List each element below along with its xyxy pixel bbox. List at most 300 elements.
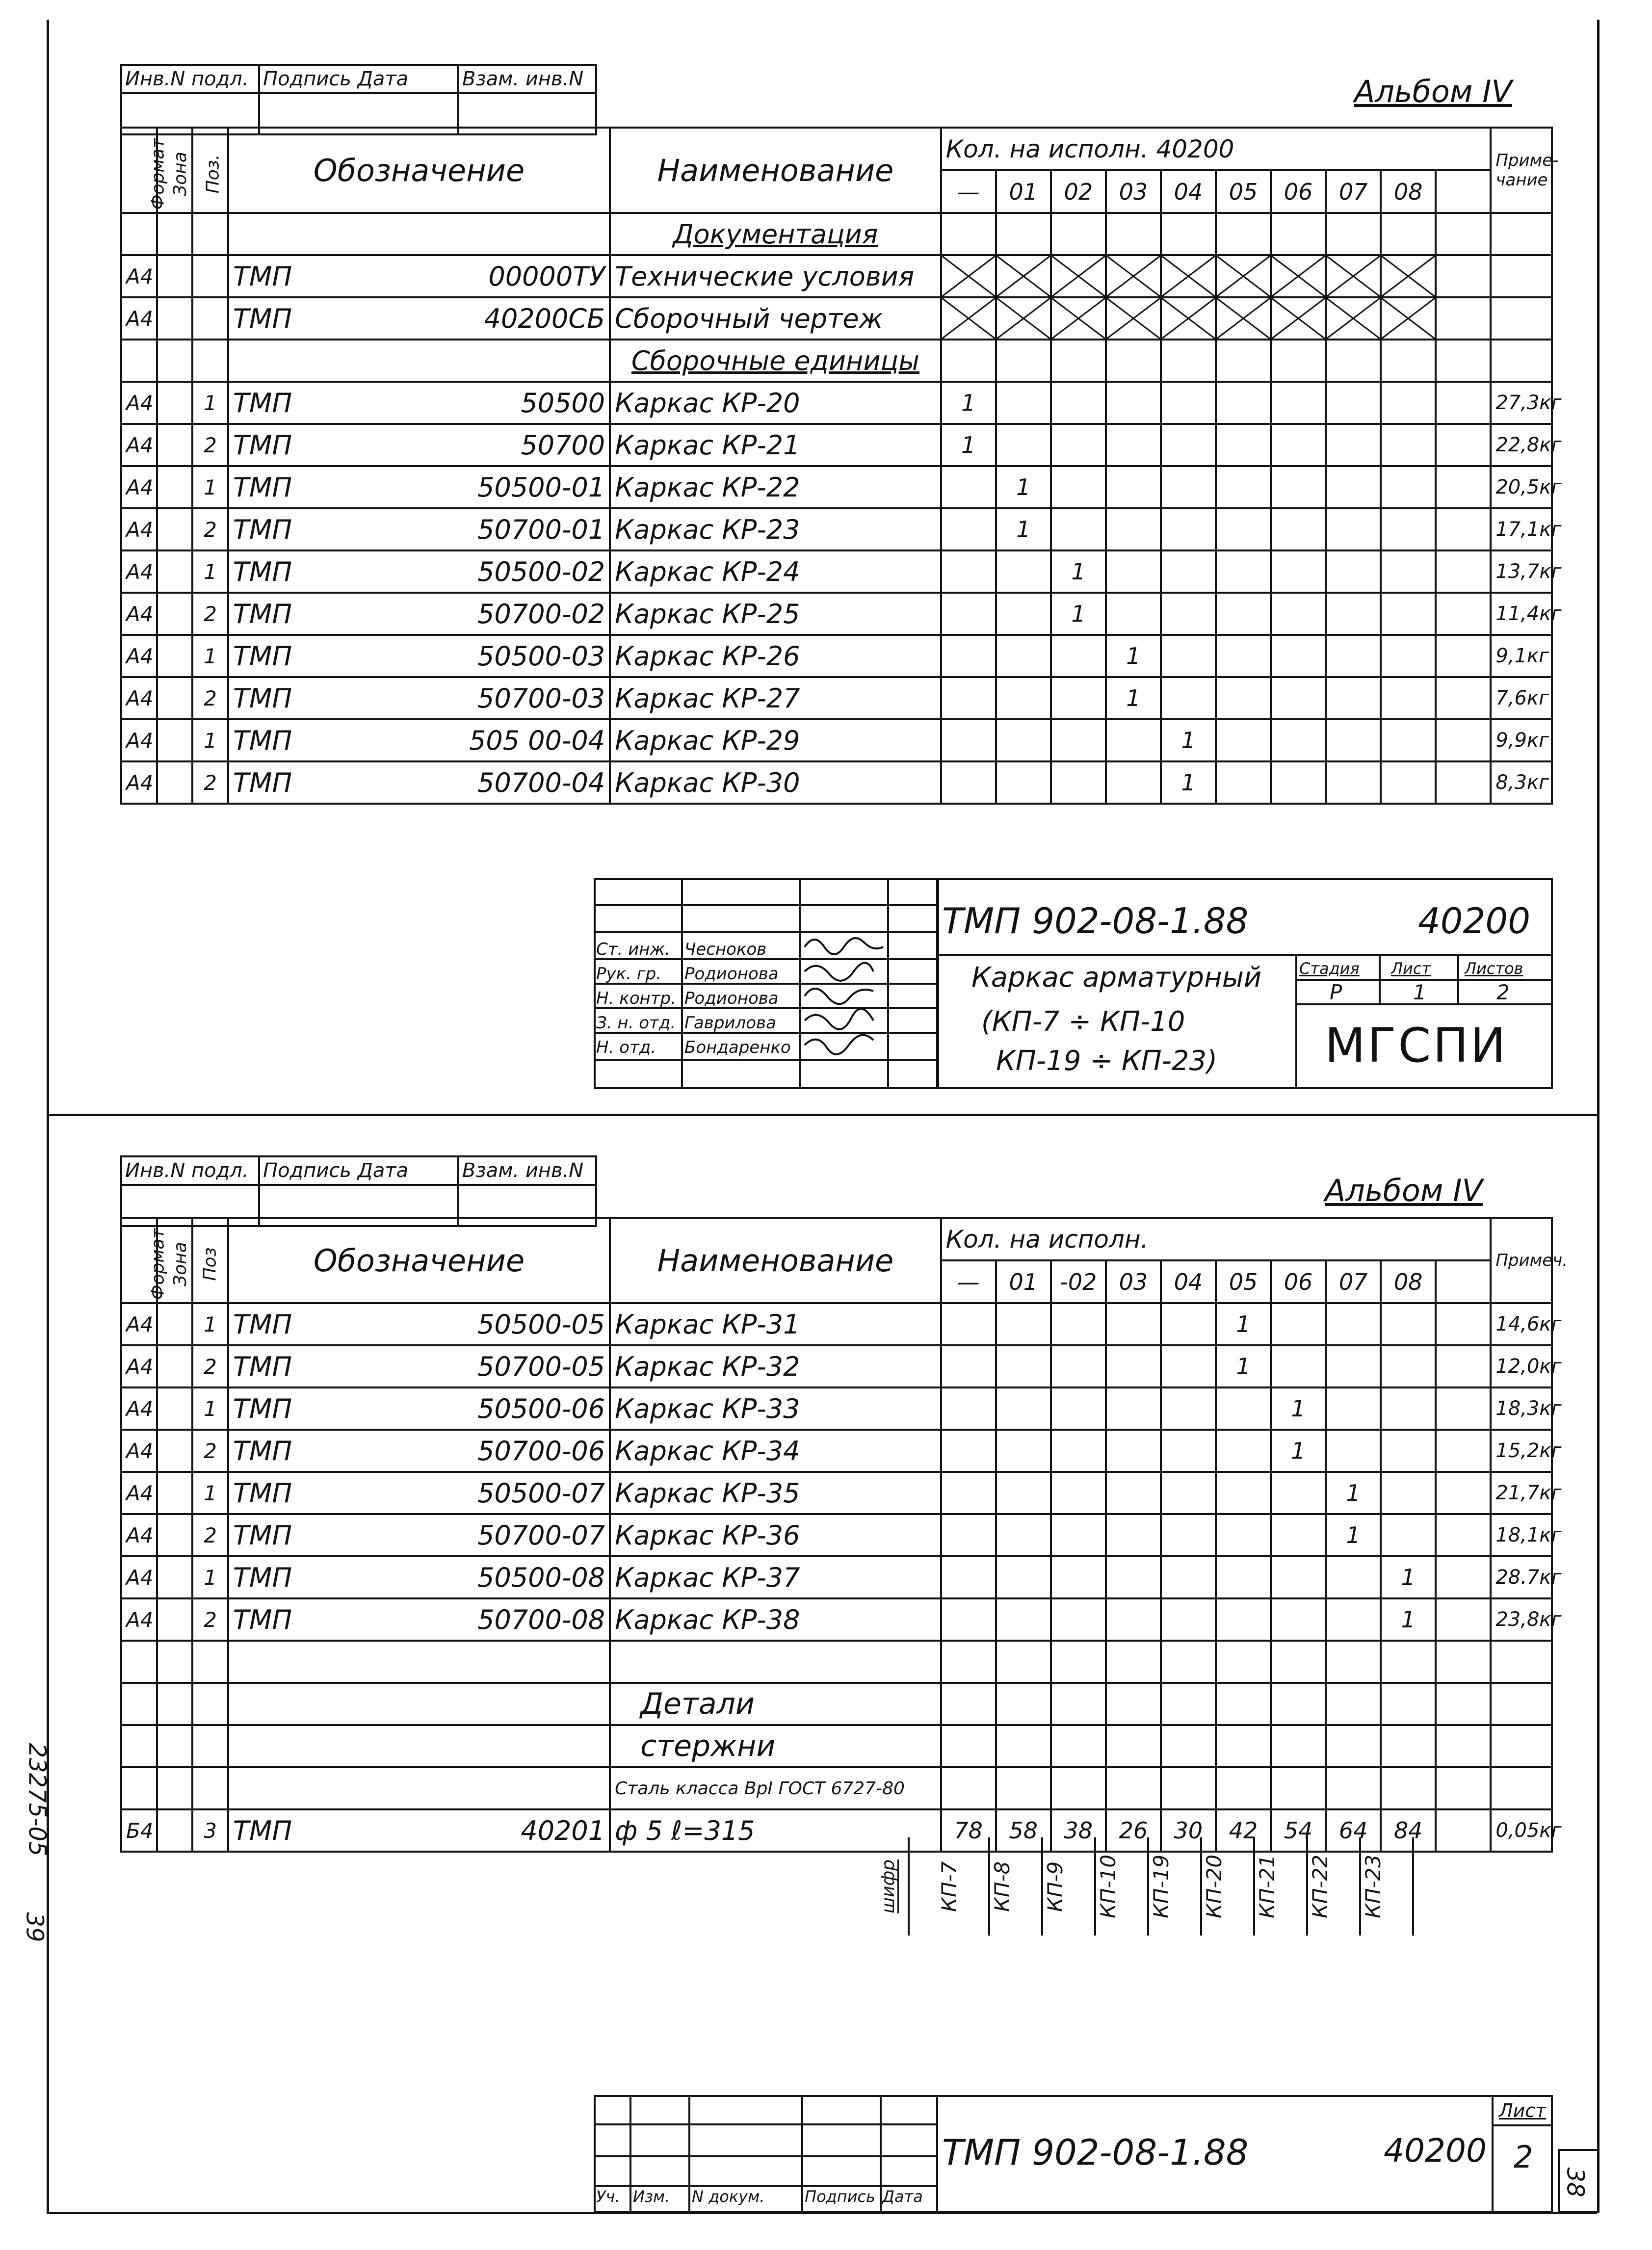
cell-format: А4 xyxy=(121,719,157,761)
header-name: Наименование xyxy=(610,128,941,213)
cell-zone xyxy=(157,382,193,424)
designation-code: ТМП xyxy=(233,682,292,714)
cell-name: Каркас КР-21 xyxy=(610,424,941,466)
qty-cell-1 xyxy=(996,382,1051,424)
cell-pos: 2 xyxy=(192,1345,228,1387)
qty-cell-1 xyxy=(996,1767,1051,1809)
qty-cell-3 xyxy=(1106,1683,1161,1725)
qty-cell-0 xyxy=(941,1345,996,1387)
header-variant-8: 08 xyxy=(1381,170,1436,213)
qty-cell-7 xyxy=(1326,550,1381,593)
bb-sheet: 2 xyxy=(1514,2139,1533,2175)
qty-cell-3: 1 xyxy=(1106,635,1161,677)
qty-cell-6 xyxy=(1271,1345,1326,1387)
qty-cell-6 xyxy=(1271,550,1326,593)
qty-cell-5 xyxy=(1216,382,1271,424)
cell-pos xyxy=(192,1641,228,1683)
cell-name: Каркас КР-20 xyxy=(610,382,941,424)
designation-code: ТМП xyxy=(233,471,292,503)
cell-note: 0,05кг xyxy=(1491,1809,1552,1852)
cell-pos: 3 xyxy=(192,1809,228,1852)
cipher-cell: КП-10 xyxy=(1096,1837,1149,1936)
cell-designation xyxy=(228,1809,610,1852)
qty-cell-0 xyxy=(941,1725,996,1767)
header-variant-9 xyxy=(1436,1260,1491,1303)
qty-cell-3 xyxy=(1106,1387,1161,1430)
table-row xyxy=(121,1641,1552,1683)
designation-code: ТМП xyxy=(233,725,292,756)
qty-cell-5 xyxy=(1216,1767,1271,1809)
designation-number: 50700 xyxy=(521,429,605,461)
qty-cross-7 xyxy=(1326,255,1381,297)
cell-note xyxy=(1491,340,1552,382)
qty-cell-9 xyxy=(1436,635,1491,677)
qty-cell-1 xyxy=(996,719,1051,761)
table-row xyxy=(121,382,1552,424)
bb-sheet-label: Лист xyxy=(1499,2100,1547,2121)
cipher-cell: КП-22 xyxy=(1308,1837,1361,1936)
corner-number: 38 xyxy=(1561,2167,1589,2198)
cell-designation xyxy=(228,550,610,593)
qty-cross-2 xyxy=(1051,297,1106,340)
cell-pos: 1 xyxy=(192,1387,228,1430)
tb-divider-v2 xyxy=(1295,954,1297,1089)
qty-cell-3 xyxy=(1106,1303,1161,1345)
cell-zone xyxy=(157,340,193,382)
table-row xyxy=(121,677,1552,719)
cipher-cell: КП-20 xyxy=(1202,1837,1255,1936)
qty-cell-7 xyxy=(1326,1556,1381,1598)
table-row xyxy=(121,1556,1552,1598)
qty-cell-2 xyxy=(1051,761,1106,804)
table-row xyxy=(121,1303,1552,1345)
table-row xyxy=(121,508,1552,550)
album-label-lower: Альбом IV xyxy=(1325,1173,1483,1208)
header-variant-5: 05 xyxy=(1216,170,1271,213)
qty-cell-4 xyxy=(1161,635,1216,677)
table-row xyxy=(121,297,1552,340)
header-note: Приме-чание xyxy=(1491,128,1552,213)
qty-cell-7 xyxy=(1326,1345,1381,1387)
bb-label-1: Изм. xyxy=(633,2187,670,2206)
qty-cell-9 xyxy=(1436,424,1491,466)
cell-pos: 2 xyxy=(192,593,228,635)
qty-cell-6 xyxy=(1271,424,1326,466)
qty-cell-6 xyxy=(1271,1683,1326,1725)
qty-cross-6 xyxy=(1271,255,1326,297)
cell-pos: 2 xyxy=(192,1514,228,1556)
table-row xyxy=(121,635,1552,677)
frame-right xyxy=(1597,20,1600,2213)
qty-cell-5 xyxy=(1216,340,1271,382)
header-name: Наименование xyxy=(610,1218,941,1303)
bb-doc-code: ТМП 902-08-1.88 xyxy=(942,2132,1249,2173)
qty-cell-4 xyxy=(1161,1725,1216,1767)
qty-cell-9 xyxy=(1436,213,1491,255)
archive-number: 23275-05 xyxy=(23,1743,51,1857)
qty-cell-7 xyxy=(1326,719,1381,761)
qty-cell-9 xyxy=(1436,1345,1491,1387)
qty-cell-4 xyxy=(1161,508,1216,550)
header-pos-text: Поз. xyxy=(203,154,223,193)
qty-cell-3 xyxy=(1106,761,1161,804)
qty-cell-2 xyxy=(1051,1641,1106,1683)
qty-cell-1 xyxy=(996,1514,1051,1556)
qty-cell-8 xyxy=(1381,1514,1436,1556)
header-qty: Кол. на исполн. 40200 xyxy=(941,128,1491,170)
album-label-upper: Альбом IV xyxy=(1354,74,1512,109)
designation-code: ТМП xyxy=(233,1562,292,1593)
qty-cell-3 xyxy=(1106,1345,1161,1387)
qty-cell-2 xyxy=(1051,635,1106,677)
cell-name: Каркас КР-26 xyxy=(610,635,941,677)
qty-cell-2 xyxy=(1051,1683,1106,1725)
qty-cell-0 xyxy=(941,1598,996,1641)
qty-cell-2 xyxy=(1051,1514,1106,1556)
tb-sheets-label: Листов xyxy=(1465,959,1523,978)
cell-zone xyxy=(157,550,193,593)
qty-cell-3 xyxy=(1106,340,1161,382)
cell-pos: 2 xyxy=(192,677,228,719)
qty-cross-7 xyxy=(1326,297,1381,340)
header-variant-7: 07 xyxy=(1326,170,1381,213)
cell-designation xyxy=(228,1345,610,1387)
qty-cell-2 xyxy=(1051,466,1106,508)
qty-cell-7 xyxy=(1326,1725,1381,1767)
cell-zone xyxy=(157,1725,193,1767)
qty-cell-0 xyxy=(941,1683,996,1725)
qty-cell-6: 54 xyxy=(1271,1809,1326,1852)
bb-label-0: Уч. xyxy=(596,2187,620,2206)
tb-divider-v1 xyxy=(937,878,939,1089)
qty-cell-8 xyxy=(1381,1725,1436,1767)
cell-name: Каркас КР-35 xyxy=(610,1472,941,1514)
qty-cell-5: 42 xyxy=(1216,1809,1271,1852)
qty-cell-7: 1 xyxy=(1326,1514,1381,1556)
cell-pos: 1 xyxy=(192,466,228,508)
designation-code: ТМП xyxy=(233,640,292,672)
qty-cell-5 xyxy=(1216,1641,1271,1683)
qty-cell-3 xyxy=(1106,1514,1161,1556)
cell-pos xyxy=(192,340,228,382)
qty-cell-9 xyxy=(1436,1303,1491,1345)
header-pos xyxy=(192,128,228,213)
qty-cell-6 xyxy=(1271,382,1326,424)
qty-cell-4 xyxy=(1161,466,1216,508)
cell-zone xyxy=(157,466,193,508)
qty-cell-4 xyxy=(1161,424,1216,466)
designation-number: 50700-03 xyxy=(477,682,605,714)
cipher-cell: КП-23 xyxy=(1361,1837,1414,1936)
qty-cell-6 xyxy=(1271,1514,1326,1556)
cell-name: Каркас КР-24 xyxy=(610,550,941,593)
tb-org: МГСПИ xyxy=(1325,1018,1508,1073)
header-variant-4: 04 xyxy=(1161,1260,1216,1303)
cell-format: А4 xyxy=(121,677,157,719)
qty-cell-9 xyxy=(1436,1767,1491,1809)
qty-cell-7 xyxy=(1326,213,1381,255)
header-variant-5: 05 xyxy=(1216,1260,1271,1303)
qty-cell-1 xyxy=(996,1472,1051,1514)
qty-cell-1 xyxy=(996,1641,1051,1683)
tb-stage: Р xyxy=(1330,980,1342,1004)
cell-pos xyxy=(192,255,228,297)
qty-cell-3 xyxy=(1106,1598,1161,1641)
qty-cell-0 xyxy=(941,1430,996,1472)
qty-cell-4: 1 xyxy=(1161,719,1216,761)
qty-cell-3 xyxy=(1106,550,1161,593)
qty-cell-3 xyxy=(1106,424,1161,466)
cell-note: 11,4кг xyxy=(1491,593,1552,635)
cell-name: Каркас КР-22 xyxy=(610,466,941,508)
bb-label-2: N докум. xyxy=(692,2187,765,2206)
cell-name: Каркас КР-30 xyxy=(610,761,941,804)
qty-cell-1 xyxy=(996,761,1051,804)
qty-cell-8 xyxy=(1381,1430,1436,1472)
cell-note xyxy=(1491,255,1552,297)
qty-cell-6 xyxy=(1271,1472,1326,1514)
cipher-label: шифр xyxy=(878,1837,910,1936)
qty-cell-2 xyxy=(1051,1387,1106,1430)
qty-cell-7 xyxy=(1326,677,1381,719)
tb-sheets: 2 xyxy=(1496,980,1510,1004)
qty-cell-1 xyxy=(996,593,1051,635)
qty-cell-5 xyxy=(1216,1683,1271,1725)
qty-cell-5: 1 xyxy=(1216,1303,1271,1345)
cell-name: Каркас КР-29 xyxy=(610,719,941,761)
qty-cross-3 xyxy=(1106,297,1161,340)
qty-cell-8 xyxy=(1381,1303,1436,1345)
qty-cell-8 xyxy=(1381,466,1436,508)
qty-cell-1 xyxy=(996,1725,1051,1767)
table-row xyxy=(121,424,1552,466)
designation-code: ТМП xyxy=(233,1604,292,1635)
tb-divider-h1 xyxy=(937,954,1553,956)
qty-cell-7: 1 xyxy=(1326,1472,1381,1514)
cell-pos: 1 xyxy=(192,1472,228,1514)
qty-cell-7 xyxy=(1326,1598,1381,1641)
cell-name: Технические условия xyxy=(610,255,941,297)
qty-cell-5 xyxy=(1216,508,1271,550)
header-variant-8: 08 xyxy=(1381,1260,1436,1303)
cell-format: А4 xyxy=(121,382,157,424)
designation-number: 50500-08 xyxy=(477,1562,605,1593)
cell-format: А4 xyxy=(121,635,157,677)
qty-cell-6 xyxy=(1271,677,1326,719)
cell-format: А4 xyxy=(121,1345,157,1387)
table-row xyxy=(121,1430,1552,1472)
cell-note: 27,3кг xyxy=(1491,382,1552,424)
qty-cell-8 xyxy=(1381,635,1436,677)
tb-divider-v3 xyxy=(1379,954,1381,1003)
qty-cell-0 xyxy=(941,1303,996,1345)
qty-cell-9 xyxy=(1436,466,1491,508)
cell-designation xyxy=(228,382,610,424)
qty-cell-0 xyxy=(941,508,996,550)
table-row xyxy=(121,1598,1552,1641)
designation-code: ТМП xyxy=(233,1351,292,1382)
qty-cross-8 xyxy=(1381,297,1436,340)
cell-designation xyxy=(228,1430,610,1472)
cell-note: 8,3кг xyxy=(1491,761,1552,804)
upper-top-strip xyxy=(120,64,597,135)
qty-cell-0 xyxy=(941,593,996,635)
qty-cell-3 xyxy=(1106,1430,1161,1472)
table-row xyxy=(121,719,1552,761)
designation-code: ТМП xyxy=(233,514,292,545)
cipher-row xyxy=(878,1837,1408,1936)
cell-name: Каркас КР-23 xyxy=(610,508,941,550)
designation-number: 50500-06 xyxy=(477,1393,605,1424)
header-variant-7: 07 xyxy=(1326,1260,1381,1303)
designation-number: 505 00-04 xyxy=(469,725,605,756)
cell-zone xyxy=(157,1556,193,1598)
qty-cell-7 xyxy=(1326,1683,1381,1725)
cell-designation xyxy=(228,1303,610,1345)
header-variant-3: 03 xyxy=(1106,1260,1161,1303)
cell-name xyxy=(610,1641,941,1683)
qty-cell-8 xyxy=(1381,1641,1436,1683)
qty-cell-3: 26 xyxy=(1106,1809,1161,1852)
cell-designation xyxy=(228,508,610,550)
qty-cell-8: 1 xyxy=(1381,1598,1436,1641)
qty-cell-1 xyxy=(996,1303,1051,1345)
cell-note xyxy=(1491,1641,1552,1683)
cell-pos: 2 xyxy=(192,1598,228,1641)
header-variant-9 xyxy=(1436,170,1491,213)
qty-cell-5 xyxy=(1216,1598,1271,1641)
qty-cell-2 xyxy=(1051,1303,1106,1345)
header-designation: Обозначение xyxy=(228,128,610,213)
qty-cell-6: 1 xyxy=(1271,1387,1326,1430)
qty-cell-3 xyxy=(1106,1767,1161,1809)
qty-cell-2 xyxy=(1051,1725,1106,1767)
header-variant-3: 03 xyxy=(1106,170,1161,213)
qty-cell-8 xyxy=(1381,1387,1436,1430)
header-variant-6: 06 xyxy=(1271,170,1326,213)
cell-format xyxy=(121,340,157,382)
qty-cell-5 xyxy=(1216,1430,1271,1472)
header-zone-text: Зона xyxy=(170,151,190,196)
cell-note xyxy=(1491,1767,1552,1809)
qty-cell-2 xyxy=(1051,677,1106,719)
qty-cell-1: 1 xyxy=(996,466,1051,508)
cipher-cell: КП-8 xyxy=(990,1837,1043,1936)
cell-designation xyxy=(228,424,610,466)
cell-note xyxy=(1491,1725,1552,1767)
header-variant-2: 02 xyxy=(1051,170,1106,213)
qty-cell-3 xyxy=(1106,382,1161,424)
qty-cell-6 xyxy=(1271,340,1326,382)
cell-name: Документация xyxy=(610,213,941,255)
qty-cell-4 xyxy=(1161,1430,1216,1472)
bb-label-4: Дата xyxy=(882,2187,923,2206)
qty-cell-9 xyxy=(1436,340,1491,382)
tb-title-line-0: Каркас арматурный xyxy=(971,962,1262,994)
qty-cell-8: 1 xyxy=(1381,1556,1436,1598)
designation-code: ТМП xyxy=(233,1393,292,1424)
qty-cell-1 xyxy=(996,677,1051,719)
qty-cell-5 xyxy=(1216,1556,1271,1598)
cell-format: А4 xyxy=(121,1430,157,1472)
header-row xyxy=(121,1218,1552,1260)
cipher-cell: КП-19 xyxy=(1149,1837,1202,1936)
qty-cell-1: 58 xyxy=(996,1809,1051,1852)
qty-cell-8 xyxy=(1381,508,1436,550)
qty-cell-5 xyxy=(1216,677,1271,719)
qty-cell-1 xyxy=(996,424,1051,466)
qty-cell-4 xyxy=(1161,1387,1216,1430)
cipher-cell: КП-7 xyxy=(937,1837,990,1936)
cell-designation xyxy=(228,593,610,635)
cell-note: 21,7кг xyxy=(1491,1472,1552,1514)
designation-number: 50700-02 xyxy=(477,598,605,629)
qty-cell-9 xyxy=(1436,1472,1491,1514)
qty-cell-7 xyxy=(1326,340,1381,382)
cell-pos: 2 xyxy=(192,508,228,550)
cell-note: 20,5кг xyxy=(1491,466,1552,508)
header-variant-6: 06 xyxy=(1271,1260,1326,1303)
cell-zone xyxy=(157,1303,193,1345)
cell-designation xyxy=(228,1725,610,1767)
qty-cell-4 xyxy=(1161,213,1216,255)
qty-cell-8 xyxy=(1381,677,1436,719)
designation-code: ТМП xyxy=(233,429,292,461)
header-designation: Обозначение xyxy=(228,1218,610,1303)
qty-cell-0 xyxy=(941,1472,996,1514)
qty-cell-0 xyxy=(941,719,996,761)
table-row xyxy=(121,593,1552,635)
qty-cell-2 xyxy=(1051,213,1106,255)
cell-note: 28.7кг xyxy=(1491,1556,1552,1598)
qty-cell-0 xyxy=(941,1514,996,1556)
cell-format xyxy=(121,1725,157,1767)
cell-note xyxy=(1491,1683,1552,1725)
cell-designation xyxy=(228,1767,610,1809)
cell-note: 14,6кг xyxy=(1491,1303,1552,1345)
strip-replace: Взам. инв.N xyxy=(458,65,596,93)
cell-format: А4 xyxy=(121,466,157,508)
qty-cell-6 xyxy=(1271,1303,1326,1345)
qty-cell-9 xyxy=(1436,761,1491,804)
cell-designation xyxy=(228,1514,610,1556)
cell-pos: 2 xyxy=(192,761,228,804)
qty-cell-0 xyxy=(941,550,996,593)
cell-designation xyxy=(228,1556,610,1598)
cell-format xyxy=(121,1767,157,1809)
cell-format: А4 xyxy=(121,1514,157,1556)
qty-cell-1 xyxy=(996,1683,1051,1725)
tb-role-0: Ст. инж. xyxy=(596,940,670,959)
table-row xyxy=(121,340,1552,382)
header-variant-2: -02 xyxy=(1051,1260,1106,1303)
cell-pos: 1 xyxy=(192,719,228,761)
qty-cell-1 xyxy=(996,1430,1051,1472)
designation-number: 50700-06 xyxy=(477,1435,605,1466)
header-note: Примеч. xyxy=(1491,1218,1552,1303)
designation-code: ТМП xyxy=(233,261,292,292)
qty-cross-5 xyxy=(1216,297,1271,340)
qty-cell-5 xyxy=(1216,1725,1271,1767)
cell-format xyxy=(121,213,157,255)
designation-number: 40201 xyxy=(521,1815,605,1846)
tb-sheet: 1 xyxy=(1413,980,1426,1004)
qty-cell-7 xyxy=(1326,1430,1381,1472)
cell-pos xyxy=(192,213,228,255)
table-row xyxy=(121,1345,1552,1387)
qty-cell-8 xyxy=(1381,1472,1436,1514)
cell-zone xyxy=(157,1345,193,1387)
